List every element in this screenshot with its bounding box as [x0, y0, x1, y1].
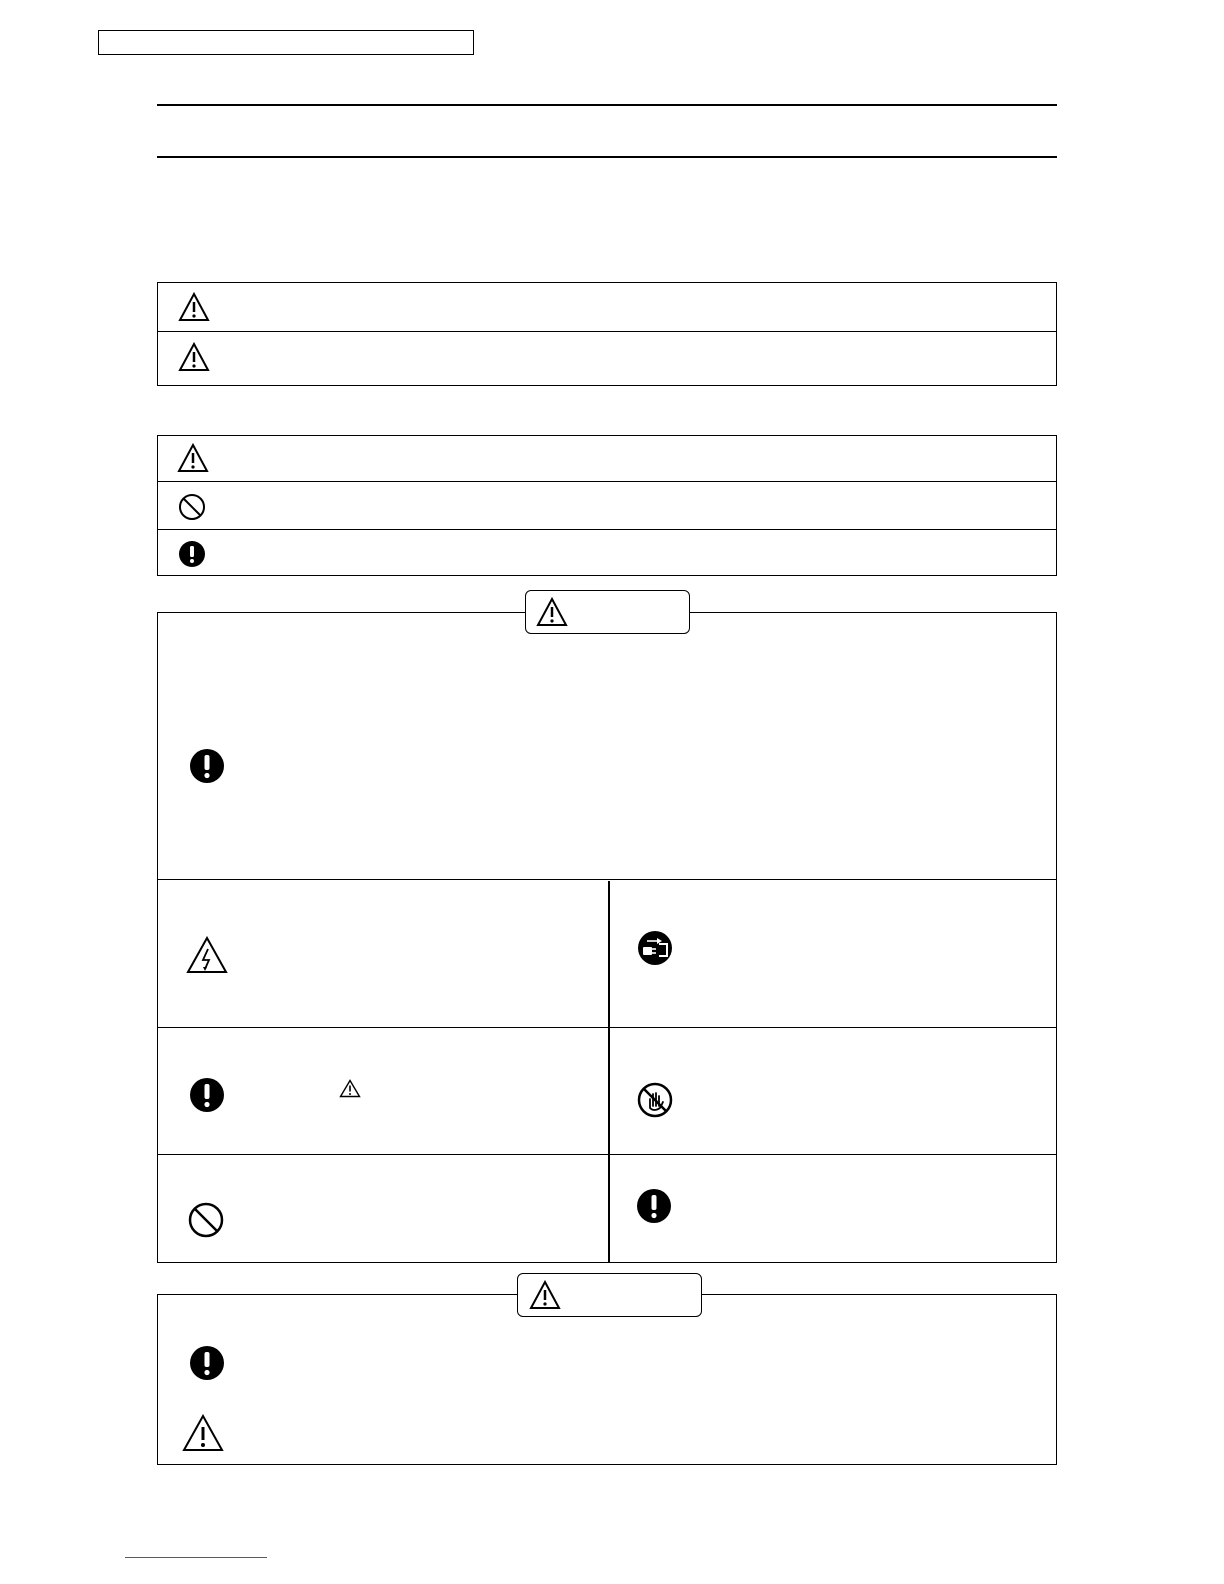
title-rule-top	[157, 104, 1057, 106]
symbol-row-divider-2	[157, 529, 1057, 530]
caution-section-box	[157, 1294, 1057, 1465]
exclamation-circle-icon	[189, 1077, 225, 1113]
warning-triangle-icon	[182, 1414, 224, 1452]
warning-triangle-icon	[177, 443, 209, 473]
exclamation-circle-icon	[189, 1345, 225, 1381]
legend-row-divider	[157, 331, 1057, 332]
title-rule-bottom	[157, 156, 1057, 158]
warning-triangle-icon	[529, 1280, 561, 1310]
inline-warning-triangle-icon	[339, 1079, 361, 1098]
document-header-box	[98, 30, 474, 55]
electric-shock-triangle-icon	[186, 936, 228, 974]
caution-section-tab	[517, 1273, 702, 1317]
signal-word-legend-table	[157, 282, 1057, 386]
footer-link-underline[interactable]	[125, 1557, 267, 1558]
warning-section-tab	[525, 590, 690, 634]
warning-grid-line-1	[157, 879, 1057, 880]
exclamation-circle-icon	[179, 541, 205, 567]
prohibition-circle-icon	[178, 493, 206, 521]
warning-section-box	[157, 612, 1057, 1263]
warning-icon	[178, 292, 210, 322]
symbol-legend-table	[157, 435, 1057, 576]
warning-grid-center-divider	[608, 881, 610, 1263]
prohibition-circle-icon	[188, 1202, 224, 1238]
caution-icon	[178, 342, 210, 372]
exclamation-circle-icon	[636, 1188, 672, 1224]
warning-grid-line-2	[157, 1027, 1057, 1028]
warning-grid-line-3	[157, 1154, 1057, 1155]
symbol-row-divider-1	[157, 481, 1057, 482]
warning-triangle-icon	[536, 597, 568, 627]
exclamation-circle-icon	[189, 748, 225, 784]
unplug-power-icon	[637, 930, 673, 966]
do-not-touch-icon	[637, 1082, 673, 1118]
